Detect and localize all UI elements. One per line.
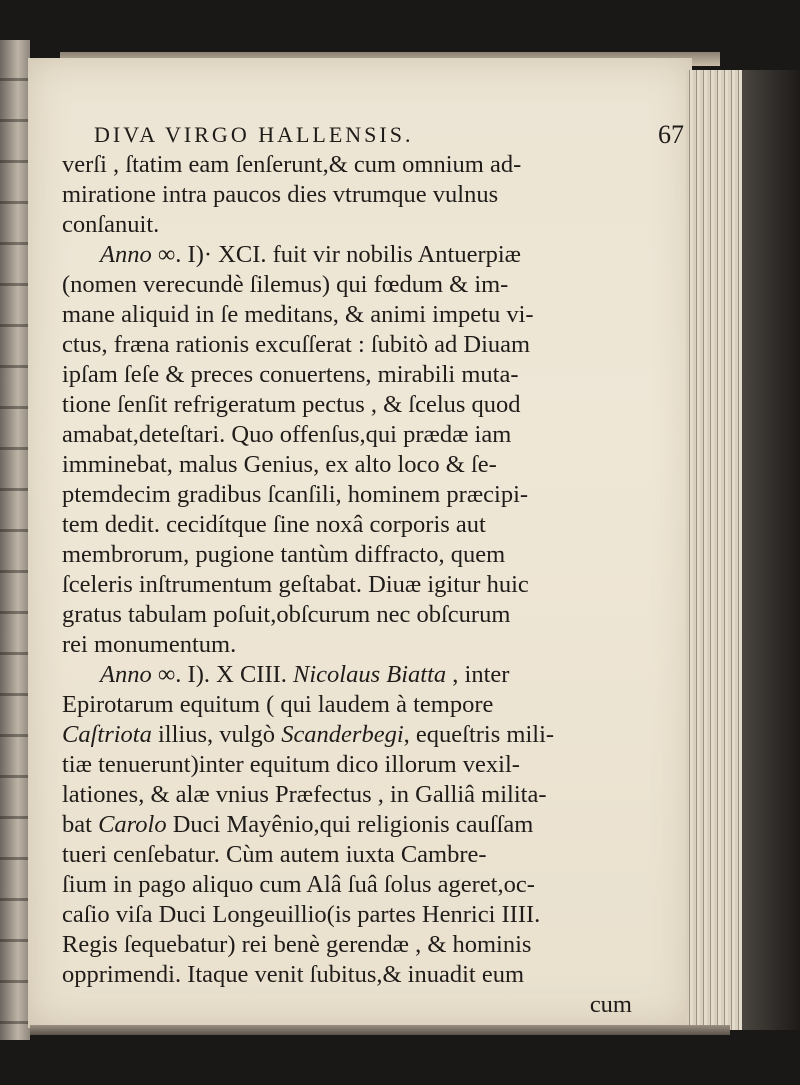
text-line: lationes, & alæ vnius Præfectus , in Galliâ milita- [62, 781, 547, 808]
facing-page-edge [0, 40, 30, 1040]
text-line: amabat,deteſtari. Quo offenſus,qui prædæ iam [62, 421, 512, 448]
text-line: (nomen verecundè ſilemus) qui fœdum & im- [62, 271, 509, 298]
text-line: gratus tabulam poſuit,obſcurum nec obſcurum [62, 601, 511, 628]
page-header [94, 122, 684, 152]
text-line: Anno ∞. I). X CIII. Nicolaus Biatta , inter [100, 661, 510, 688]
page-fore-edge [686, 70, 742, 1030]
text-line: verſi , ſtatim eam ſenſerunt,& cum omnium ad- [62, 151, 522, 178]
body-text [62, 150, 672, 1020]
text-line: tiæ tenuerunt)inter equitum dico illorum vexil- [62, 751, 520, 778]
catchword: cum [589, 991, 632, 1018]
text-line: miratione intra paucos dies vtrumque vulnus [62, 181, 499, 208]
text-line: caſio viſa Duci Longeuillio(is partes Henrici IIII. [62, 901, 541, 928]
text-line: Regis ſequebatur) rei benè gerendæ , & hominis [62, 931, 532, 958]
text-line: bat Carolo Duci Mayênio,qui religionis cauſſam [62, 811, 534, 838]
text-line: conſanuit. [62, 211, 160, 238]
page-number: 67 [658, 120, 684, 149]
book-bottom-edge [30, 1025, 730, 1035]
text-line: ptemdecim gradibus ſcanſili, hominem præcipi- [62, 481, 529, 508]
text-line: membrorum, pugione tantùm diffracto, quem [62, 541, 506, 568]
text-line: opprimendi. Itaque venit ſubitus,& inuadit eum [62, 961, 525, 988]
text-line: rei monumentum. [62, 631, 237, 658]
text-line: Anno ∞. I)· XCI. fuit vir nobilis Antuerpiæ [100, 241, 522, 268]
book-cover-shadow [742, 70, 800, 1030]
text-line: mane aliquid in ſe meditans, & animi impetu vi- [62, 301, 534, 328]
text-line: tem dedit. cecidítque ſine noxâ corporis aut [62, 511, 486, 538]
text-line: imminebat, malus Genius, ex alto loco & ſe- [62, 451, 497, 478]
running-title: DIVA VIRGO HALLENSIS. [94, 122, 414, 147]
text-line: Epirotarum equitum ( qui laudem à tempore [62, 691, 494, 718]
text-line: ſceleris inſtrumentum geſtabat. Diuæ igitur huic [62, 571, 529, 598]
text-line: tueri cenſebatur. Cùm autem iuxta Cambre- [62, 841, 487, 868]
text-line: Caſtriota illius, vulgò Scanderbegi, equeſtris mili- [62, 721, 555, 748]
text-line: ctus, fræna rationis excuſſerat : ſubitò ad Diuam [62, 331, 531, 358]
text-line: ipſam ſeſe & preces conuertens, mirabili muta- [62, 361, 519, 388]
text-line: ſium in pago aliquo cum Alâ ſuâ ſolus ageret,oc- [62, 871, 535, 898]
text-line: tione ſenſit refrigeratum pectus , & ſcelus quod [62, 391, 521, 418]
